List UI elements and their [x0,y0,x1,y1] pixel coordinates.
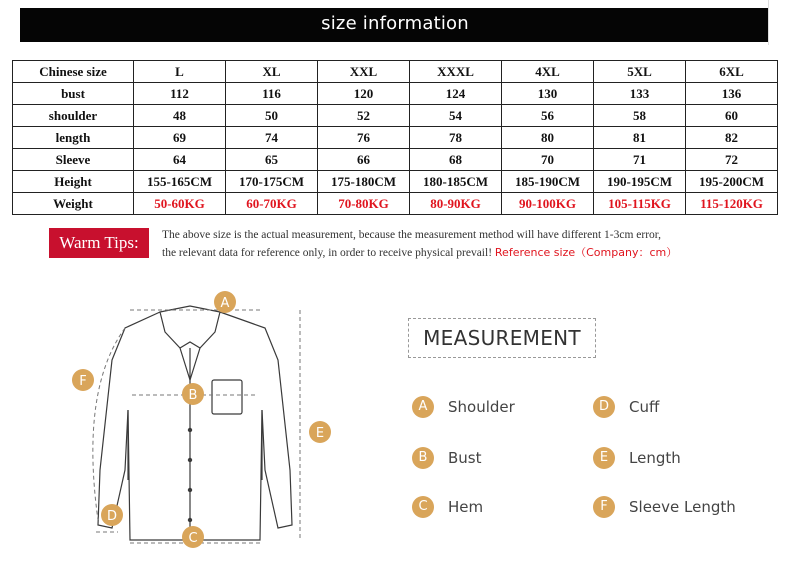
table-cell: 170-175CM [226,171,318,193]
legend-label: Bust [448,449,482,467]
legend-item-hem [412,496,483,518]
legend-item-cuff [593,396,659,418]
table-cell: 80-90KG [410,193,502,215]
tips-line-2: the relevant data for reference only, in order to receive physical prevail! [162,247,493,259]
table-cell: 136 [686,83,778,105]
column-header: 5XL [594,61,686,83]
table-cell: 190-195CM [594,171,686,193]
table-cell: 105-115KG [594,193,686,215]
marker-d-label: D [106,509,118,524]
column-header: L [134,61,226,83]
tips-line-2-wrap [162,244,782,262]
shirt-diagram [0,270,380,563]
legend-item-sleeve-length [593,496,736,518]
table-cell: 54 [410,105,502,127]
legend-label: Shoulder [448,398,515,416]
table-cell: 120 [318,83,410,105]
table-cell: 68 [410,149,502,171]
table-row-weight [13,193,778,215]
table-cell: 58 [594,105,686,127]
table-cell: 66 [318,149,410,171]
table-cell: 180-185CM [410,171,502,193]
table-cell: 195-200CM [686,171,778,193]
row-label: shoulder [13,105,134,127]
column-header: 6XL [686,61,778,83]
table-cell: 48 [134,105,226,127]
table-cell: 185-190CM [502,171,594,193]
table-cell: 80 [502,127,594,149]
table-cell: 76 [318,127,410,149]
legend-marker-c-icon: C [412,496,434,518]
column-header: XXXL [410,61,502,83]
legend-item-shoulder [412,396,515,418]
legend-label: Sleeve Length [629,498,736,516]
tips-line-1: The above size is the actual measurement, because the measurement method will have different 1-3cm error, [162,229,662,241]
table-cell: 90-100KG [502,193,594,215]
warm-tips-text [162,226,782,262]
table-cell: 56 [502,105,594,127]
table-cell: 50 [226,105,318,127]
table-cell: 72 [686,149,778,171]
table-cell: 60 [686,105,778,127]
table-cell: 69 [134,127,226,149]
table-cell: 112 [134,83,226,105]
row-label: Sleeve [13,149,134,171]
table-cell: 60-70KG [226,193,318,215]
row-label: length [13,127,134,149]
diagram-markers [72,291,331,548]
size-table [12,60,778,215]
marker-e-label: E [315,426,325,441]
table-cell: 130 [502,83,594,105]
column-header: Chinese size [13,61,134,83]
legend-marker-a-icon: A [412,396,434,418]
header-edge-decoration [768,0,777,45]
table-cell: 78 [410,127,502,149]
table-cell: 124 [410,83,502,105]
legend-marker-d-icon: D [593,396,615,418]
table-cell: 115-120KG [686,193,778,215]
table-cell: 65 [226,149,318,171]
marker-b-label: B [188,388,198,403]
reference-size-note: Reference size（Company：cm） [494,246,678,259]
legend-label: Cuff [629,398,660,416]
marker-f-label: F [79,374,87,389]
table-cell: 50-60KG [134,193,226,215]
column-header: XXL [318,61,410,83]
column-header: XL [226,61,318,83]
table-row-length [13,127,778,149]
legend-label: Hem [448,498,484,516]
table-row-shoulder [13,105,778,127]
row-label: Weight [13,193,134,215]
marker-c-label: C [188,531,198,546]
measurement-lines [93,310,300,543]
table-cell: 155-165CM [134,171,226,193]
table-cell: 74 [226,127,318,149]
table-cell: 81 [594,127,686,149]
table-row-height [13,171,778,193]
legend-item-bust [412,447,482,469]
table-cell: 116 [226,83,318,105]
row-label: bust [13,83,134,105]
legend-item-length [593,447,681,469]
table-cell: 175-180CM [318,171,410,193]
row-label: Height [13,171,134,193]
table-cell: 133 [594,83,686,105]
table-row-sleeve [13,149,778,171]
legend-label: Length [629,449,681,467]
table-cell: 70 [502,149,594,171]
table-cell: 70-80KG [318,193,410,215]
table-cell: 52 [318,105,410,127]
table-cell: 71 [594,149,686,171]
legend-marker-b-icon: B [412,447,434,469]
measurement-title: MEASUREMENT [408,318,596,358]
shirt-outline-icon [98,306,292,540]
table-cell: 82 [686,127,778,149]
marker-a-label: A [220,296,230,311]
warm-tips-badge: Warm Tips: [49,228,149,258]
table-header-row [13,61,778,83]
table-row-bust [13,83,778,105]
header-bar [20,8,770,42]
table-cell: 64 [134,149,226,171]
column-header: 4XL [502,61,594,83]
legend-marker-f-icon: F [593,496,615,518]
legend-marker-e-icon: E [593,447,615,469]
page-title: size information [321,13,469,34]
